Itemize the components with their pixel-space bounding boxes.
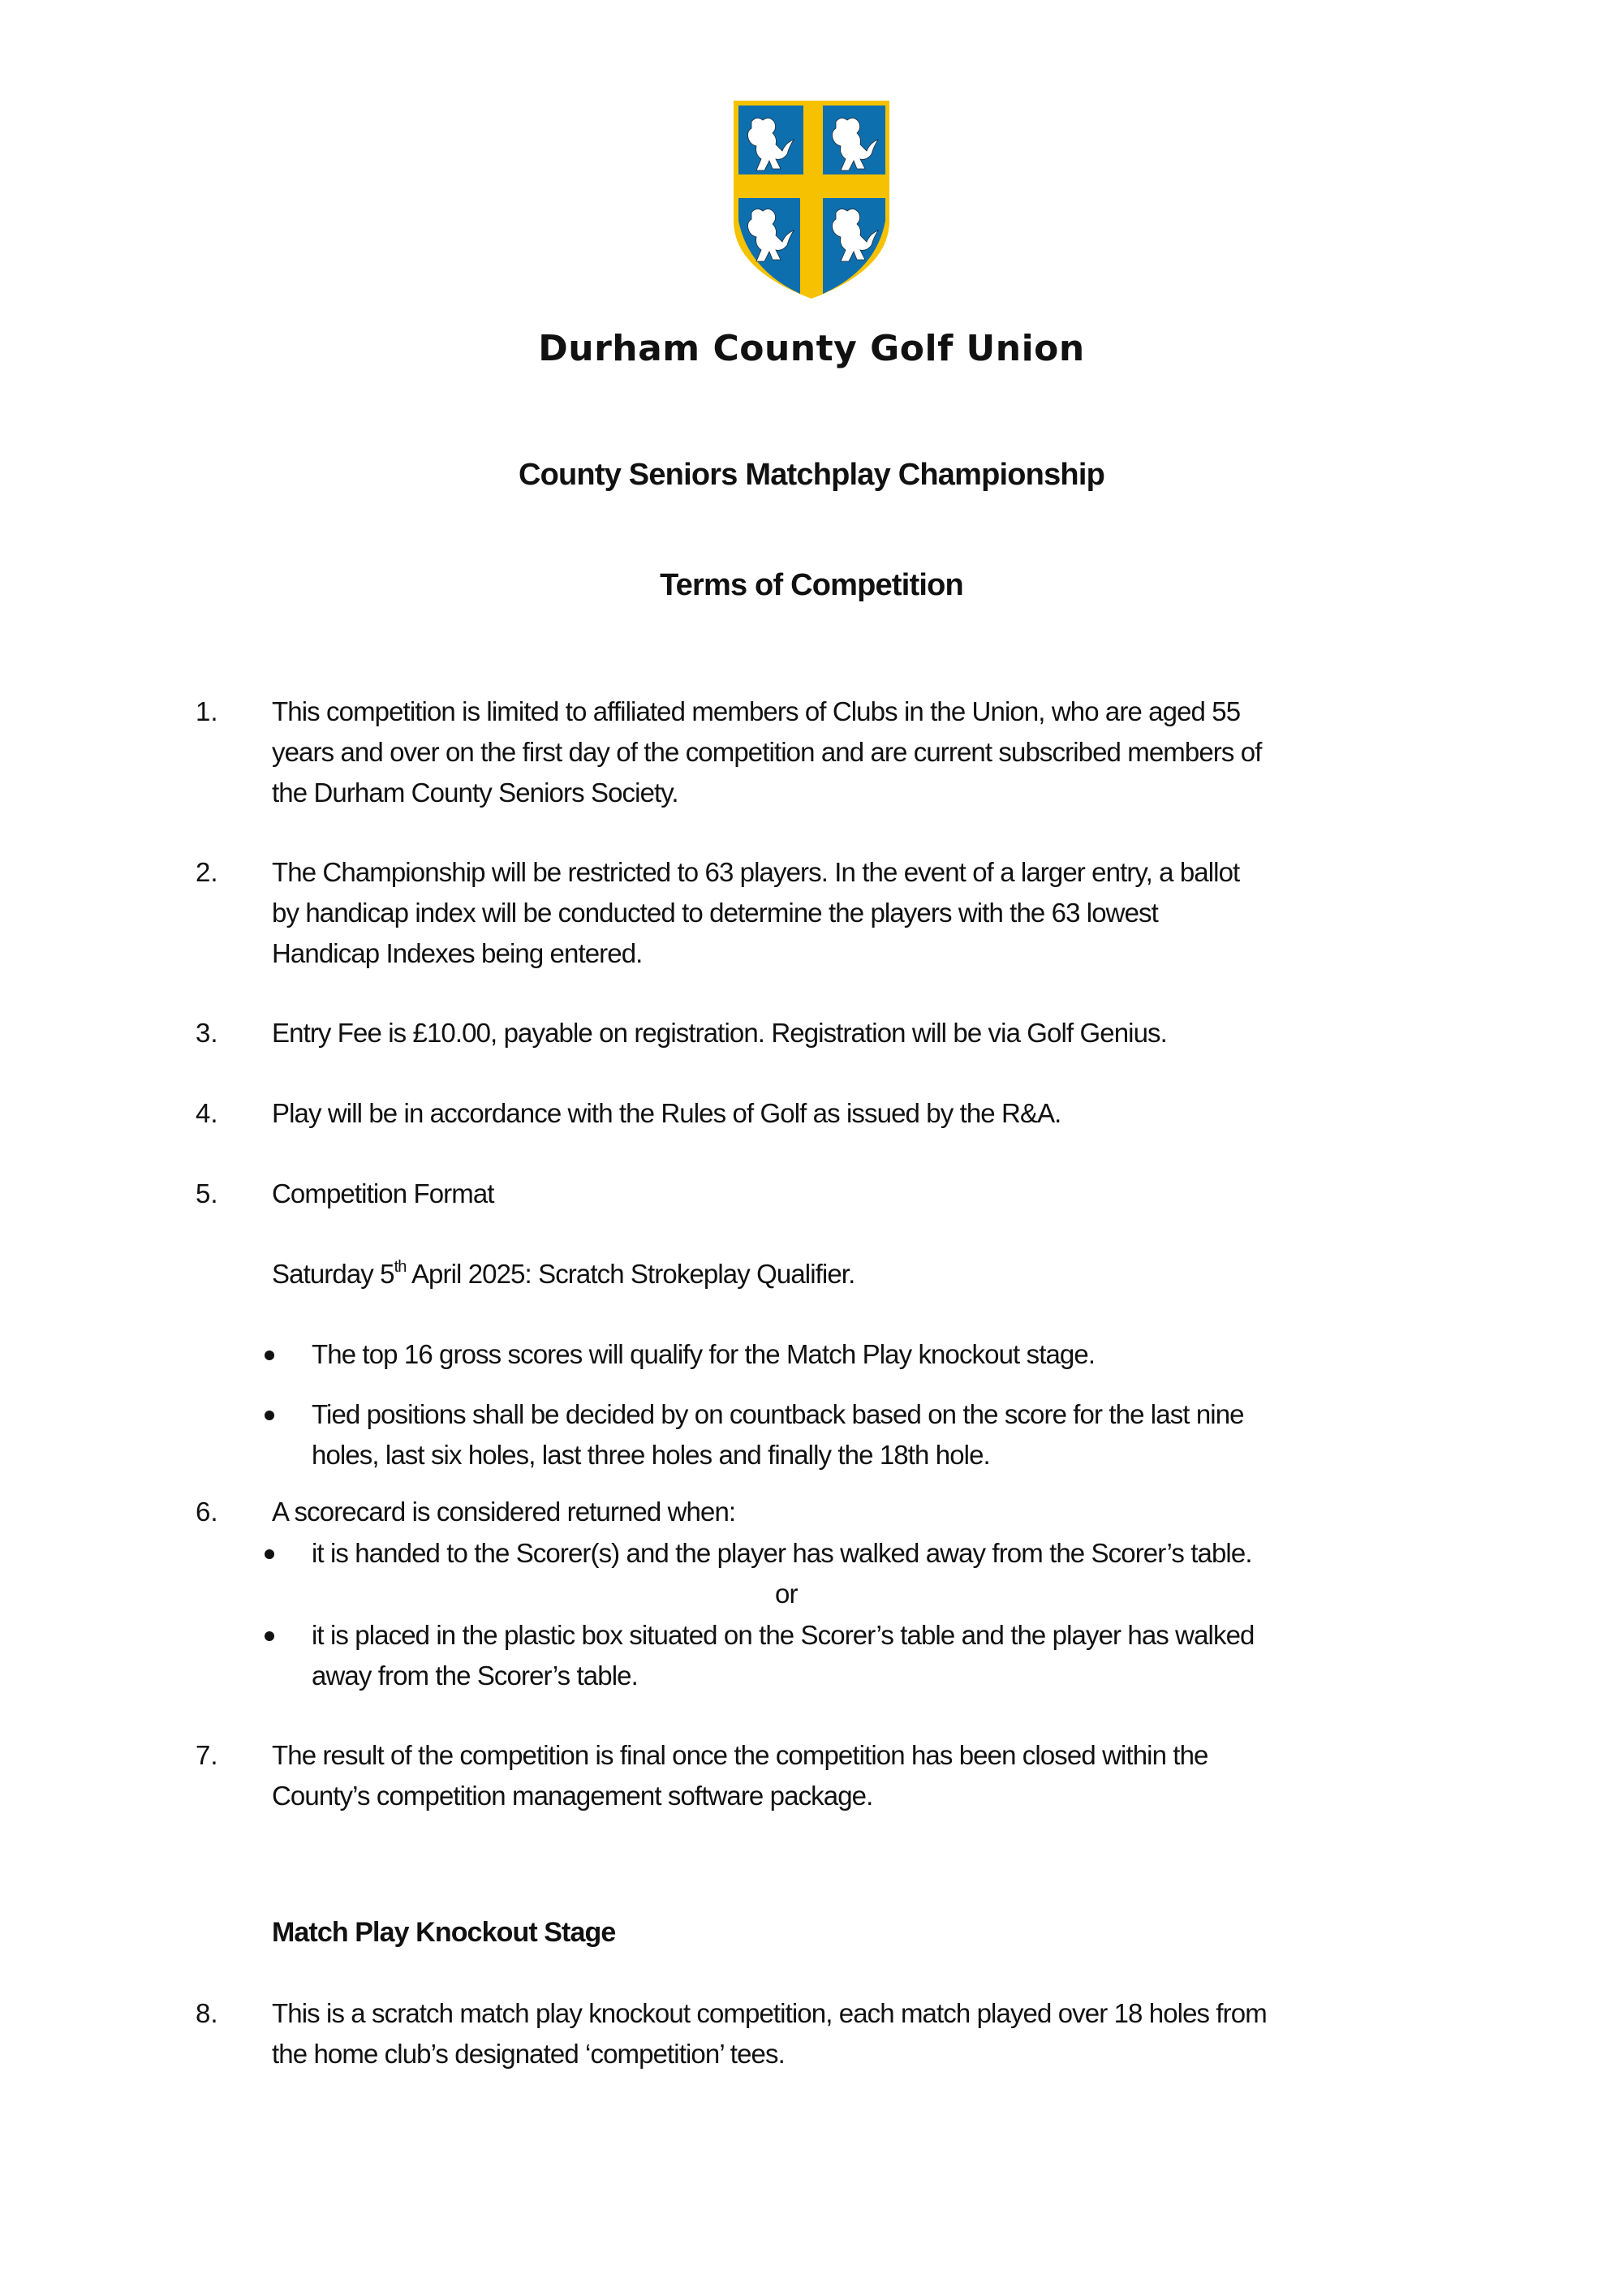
date-ordinal: th	[394, 1258, 407, 1276]
match-play-heading: Match Play Knockout Stage	[272, 1917, 616, 1948]
item-text-line: Entry Fee is £10.00, payable on registration. Registration will be via Golf Genius.	[272, 1018, 1167, 1048]
item-text-line: This competition is limited to affiliated members of Clubs in the Union, who are aged 55	[272, 696, 1241, 726]
bullet-icon	[265, 1631, 274, 1641]
item-text-line: The result of the competition is final once the competition has been closed within the	[272, 1740, 1208, 1770]
item-text-line: by handicap index will be conducted to determine the players with the 63 lowest	[272, 898, 1158, 928]
item-number: 6.	[196, 1497, 218, 1527]
item-number: 3.	[196, 1018, 218, 1048]
county-crest-shield-icon	[732, 99, 891, 300]
bullet-text-line: it is handed to the Scorer(s) and the player has walked away from the Scorer’s table.	[312, 1538, 1252, 1568]
item-text-line: Handicap Indexes being entered.	[272, 938, 643, 968]
bullet-text-line: away from the Scorer’s table.	[312, 1661, 638, 1691]
bullet-text-line: The top 16 gross scores will qualify for the Match Play knockout stage.	[312, 1339, 1096, 1369]
item-text-line: This is a scratch match play knockout competition, each match played over 18 holes from	[272, 1998, 1267, 2028]
bullet-icon	[265, 1411, 274, 1420]
terms-subtitle: Terms of Competition	[660, 568, 963, 602]
bullet-text-line: holes, last six holes, last three holes and finally the 18th hole.	[312, 1440, 990, 1470]
item-text-line: years and over on the first day of the competition and are current subscribed members of	[272, 737, 1262, 767]
item-text-line: The Championship will be restricted to 63 players. In the event of a larger entry, a ballot	[272, 857, 1240, 887]
date-suffix: April 2025: Scratch Strokeplay Qualifier.	[406, 1259, 855, 1289]
item-text-line: Competition Format	[272, 1178, 494, 1208]
bullet-icon	[265, 1549, 274, 1559]
item-number: 7.	[196, 1740, 218, 1770]
item-text-line: Play will be in accordance with the Rules of Golf as issued by the R&A.	[272, 1098, 1061, 1128]
item-text-line: the Durham County Seniors Society.	[272, 778, 678, 808]
organisation-title: Durham County Golf Union	[538, 328, 1085, 369]
item-text-line: the home club’s designated ‘competition’ tees.	[272, 2039, 785, 2069]
date-prefix: Saturday 5	[272, 1259, 394, 1289]
bullet-text-line: Tied positions shall be decided by on countback based on the score for the last nine	[312, 1399, 1244, 1429]
item-text-line: A scorecard is considered returned when:	[272, 1497, 736, 1527]
bullet-text-line: it is placed in the plastic box situated on the Scorer’s table and the player has walked	[312, 1620, 1255, 1650]
item-number: 4.	[196, 1098, 218, 1128]
or-separator: or	[775, 1579, 798, 1609]
item-number: 1.	[196, 696, 218, 726]
item-text-line: County’s competition management software package.	[272, 1781, 873, 1811]
qualifier-date-line	[272, 1260, 855, 1287]
item-number: 8.	[196, 1998, 218, 2028]
item-number: 5.	[196, 1178, 218, 1208]
competition-title: County Seniors Matchplay Championship	[518, 458, 1105, 492]
bullet-icon	[265, 1350, 274, 1360]
item-number: 2.	[196, 857, 218, 887]
